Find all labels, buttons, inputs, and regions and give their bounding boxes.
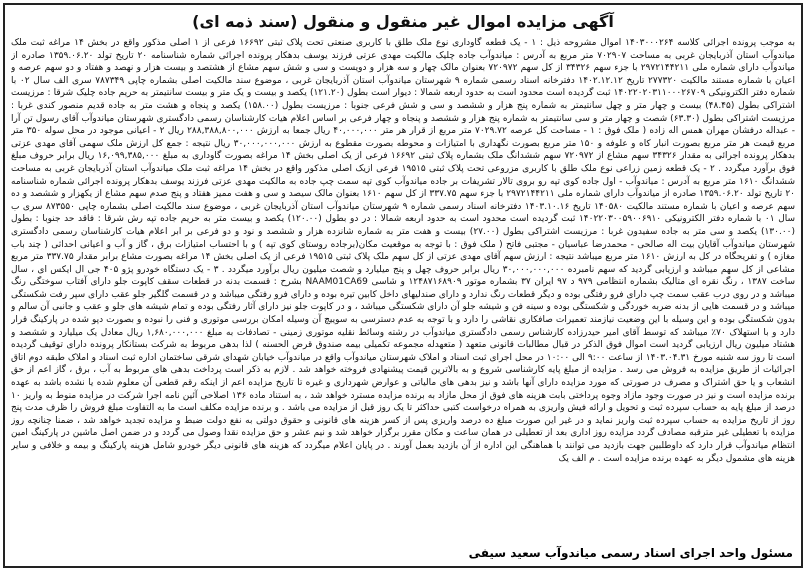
auction-notice	[3, 3, 803, 568]
notice-signature: مسئول واحد اجرای اسناد رسمی میاندوآب سعید سیفی	[468, 546, 793, 560]
notice-title: آگهی مزایده اموال غیر منقول و منقول (سند ذمه ای)	[192, 12, 614, 31]
notice-body	[11, 37, 795, 541]
notice-paragraph: به موجب پرونده اجرائی کلاسه ۱۴۰۳۰۰۰۲۶۴ اموال مشروحه ذیل : ۱ - یک قطعه گاوداری نوع ملک طلق با کاربری صنعتی تحت پلاک ثبتی ۱۶۶۹۲ فرعی از ۱ اصلی مذکور واقع در بخش ۱۴ مراغه ثبت ملک میاندوآب استان آذربایجان غربی به مساحت ۷۰۲۹۰۷ متر مربع به آدرس : میاندوآب جاده چلیک مالکیت مهدی عزتی فرزند یوسف بدهکار پرونده اجرائی شماره شناسنامه ۲۰ تاریخ تولد ۱۳۵۹.۰۶.۲۰ صادره از میاندوآب دارای شماره ملی ۲۹۷۲۱۴۴۲۱۱ با جزء سهم ۳۴۳۲۶ از کل سهم ۷۲۰۹۷۲ بعنوان مالک چهار و سه هزار و دویست و سی و شش سهم مشاع از هشتصد و بیست هزار و نهصد و هفتاد و دو سهم عرصه و اعیان با شماره مستند مالکیت ۲۷۷۳۲۰ تاریخ ۱۴۰۲.۱۲.۱۲ دفترخانه اسناد رسمی شماره ۹ شهرستان میاندوآب استان آذربایجان غربی ، موضوع سند مالکیت اصلی بشماره چاپی ۷۸۷۳۴۹ سری الف سال ۰۲ با شماره دفتر الکترونیکی ۱۴۰۲۲۰۲۰۳۱۱۰۰۰۲۶۷۰۹ ثبت گردیده است محدود است به حدود اربعه شمالا : دیوار است بطول (۱۲۱.۲۰) یکصد و بیست و یک متر و بیست سانتیمتر به حریم جاده چلیک شرقا : مرزیست اشتراکی بطول (۴۸.۴۵) بیست و چهار متر و چهل سانتیمتر به شماره پنج هزار و ششصد و سی و شش فرعی جنوبا : مرزیست بطول (۱۵۸.۰۰) یکصد و پنجاه و هشت متر به جاده قدیم منصور کندی غربا : مرزیست اشتراکی بطول (۶۳.۳۰) شصت و چهار متر و سی سانتیمتر به شماره پنج هزار و ششصد و پنجاه و چهار فرعی بر اساس اعلام هیات کارشناسان رسمی دادگستری شهرستان میاندوآب آقای رسول تن آرا - عبداله درفشان مهران همس اله زاده ( ملک فوق : ۱ - مساحت کل عرصه ۷۰۲۹.۷۲ متر مربع از قرار هر متر ۴۰,۰۰۰,۰۰۰ ریال جمعا به ارزش ۲۸۸,۳۸۸,۸۰۰,۰۰۰ ریال ۲ - اعیانی موجود در محل سوله ۳۵۰ متر مربع قیمت هر متر مربع بصورت انبار کاه و علوفه و ۱۵۰ متر مربع بصورت نگهداری با امتیازات و محوطه بصورت مقطوع به ارزش ۳۰,۰۰۰,۰۰۰,۰۰۰ ریال نتیجه : جمع کل ارزش ملک سهمی آقای مهدی عزتی بدهکار پرونده اجرائی به مقدار ۳۴۳۲۶ سهم مشاع از ۷۲۰۹۷۲ سهم ششدانگ ملک بشماره پلاک ثبتی ۱۶۶۹۲ فرعی از یک اصلی بخش ۱۴ مراغه بصورت گاوداری به مبلغ ۱۶,۰۹۹,۳۸۵,۰۰۰ ریال برابر حروف مبلغ فوق برآورد میگردد . ۲ - یک قطعه زمین زراعی نوع ملک طلق با کاربری مزروعی تحت پلاک ثبتی ۱۹۵۱۵ فرعی ازیک اصلی مذکور واقع در بخش ۱۴ مراغه ثبت ملک میاندوآب استان آذربایجان غربی به مساحت ششدانگ ۱۶۱۰ متر مربع به آدرس : میاندوآب - اول جاده کوی تپه رو بروی تالار تشریفات بر جاده میاندوآب کوی تپه سمت چپ جاده به مالکیت مهدی عزتی فرزند یوسف بدهکار پرونده اجرائی شماره شناسنامه ۲۰ تاریخ تولد ۱۳۵۹.۰۶.۲۰ صادره از میاندوآب دارای شماره ملی ۲۹۷۲۱۴۴۲۱۱ با جزء سهم ۳۳۷.۷۵ از کل سهم ۱۶۱۰ بعنوان مالک سیصد و سی و هفت ممیز هفتاد و پنج صدم سهم مشاع از یکهزار و ششصد و ده سهم عرصه و اعیان با شماره مستند مالکیت ۱۴۰۵۸۰ تاریخ ۱۴۰۳.۱۰.۱۶ دفترخانه اسناد رسمی شماره ۹ شهرستان میاندوآب استان آذربایجان غربی ، موضوع سند مالکیت اصلی بشماره چاپی ۸۷۳۵۵۰ سری ب سال ۰۱ با شماره دفتر الکترونیکی ۱۴۰۲۲۰۳۰۰۵۹۰۰۶۹۱۰ ثبت گردیده است محدود است به حدود اربعه شمالا : در دو بطول (۱۲۰.۰۰) یکصد و بیست متر به حریم جاده تپه رش شرقا : فاقد حد جنوبا : بطول (۱۳۰.۰۰) یکصد و سی متر به جاده سفیدون غربا : مرزیست اشتراکی بطول (۲۷.۰۰) بیست و هفت متر به شماره شانزده هزار و ششصد و نود و دو فرعی بر ابر اعلام هیات کارشناسان رسمی دادگستری شهرستان میاندوآب آقایان بیت اله صالحی - محمدرضا عباسیان - مجتبی فاتح ( ملک فوق : با توجه به موقعیت مکان(برجاده روستای کوی تپه ) و با احتساب امتیازات برق ، گاز و آب و اعیانی احداثی ( چند باب مغازه ) و تفریحگاه در کل به ارزش ۱۶۱۰ متر مربع میباشد نتیجه : ارزش سهم آقای مهدی عزتی از کل سهم ملک پلاک ثبتی ۱۹۵۱۵ فرعی از یک اصلی بخش ۱۴ مراغه بصورت مشاع برابر مقدار ۳۳۷.۷۵ متر مربع مشاعی از کل سهم میباشد و ارزیابی گردید که سهم نامبرده ۳۰,۰۰۰,۰۰۰,۰۰۰ ریال برابر حروف چهل و پنج میلیارد و شصت میلیون ریال برآورد میگردد . ۳ - یک دستگاه خودرو پژو ۴۰۵ جی ال ایکس ای ، سال ساخت ۱۳۸۷ ، رنگ نقره ای متالیک بشماره انتظامی ۹۷۹ د ۹۷ ایران ۳۷ بشماره موتور ۱۲۴۸۷۱۶۸۹۰۹ و شاسی NAAM01CA69 بشرح : قسمت بدنه در قطعات سقف کاپوت جلو دارای آفتاب سوختگی رنگ میباشد و در روی درب عقب سمت چپ دارای فرو رفتگی بوده و دیگر قطعات رنگ ندارد و دارای صندلیهای داخل کابین تیره بوده و دارای فرو رفتگی میباشد و در قسمت گلگیر جلو عقب دارای سپر رفت شکستگی میباشد و در قسمت هایی از بدنه ضربه خوردگی و شکستگی بوده و سینه فن و شیشه جلو آن دارای شکستگی میباشد ، و در کاپوت جلو نیز دارای آثار رفتگی بوده و تمام شیشه های جلو و عقب و جانبی آن سالم و بدون شکستگی بوده و این وسیله با این وضعیت نیازمند تعمیرات صافکاری نقاشی را دارد و با توجه به عدم دسترسی به سوییچ آن وسیله امکان بررسی موتوری و فنی را نبوده و بصورت دپو شده در پارکینگ قرار دارد و با استهلاک ۷۰٪ میباشد که توسط آقای امیر حیدرزاده کارشناس رسمی دادگستری میاندوآب در رشته وسائط نقلیه موتوری زمینی - تصادفات به مبلغ ۱,۶۸۰,۰۰۰,۰۰۰ ریال معادل یک میلیارد و ششصد و هشتاد میلیون ریال ارزیابی گردید است اموال فوق الذکر در قبال مطالبات قانونی متعهد ( متعهدله مجموعه تکمیلی بیمه صندوق قرض الحسنه ) لذا بدهی مربوط به شرکت بستانکار پرونده دارای توقیف گردیده است تا روز سه شنبه مورخ ۱۴۰۳.۰۴.۳۱ از ساعت ۹:۰۰ الی ۱۰:۰۰ در محل اجرای ثبت اسناد و املاک شهرستان میاندوآب واقع در میاندوآب خیابان شهدای شرقی ساختمان اداره ثبت اسناد و املاک طبقه دوم اتاق اجرائیات از طریق مزایده به فروش می رسد . مزایده از مبلغ پایه کارشناسی شروع و به بالاترین قیمت پیشنهادی فروخته خواهد شد . لازم به ذکر است پرداخت بدهی های مربوط به آب ، برق ، گاز اعم از حق انشعاب و یا حق اشتراک و مصرف در صورتی که مورد مزایده دارای آنها باشد و نیز بدهی های مالیاتی و عوارض شهرداری و غیره تا تاریخ مزایده اعم از اینکه رقم قطعی آن معلوم شده یا نشده باشد به عهده برنده مزایده است و نیز در صورت وجود مازاد وجوه پرداختی بابت هزینه های فوق از محل مازاد به برنده مزایده مسترد خواهد شد ، به استناد ماده ۱۳۶ اصلاحی آئین نامه اجرا شرکت در مزایده منوط به واریز ۱۰ درصد از مبلغ پایه به حساب سپرده ثبت و تحویل و ارائه فیش واریزی به همراه درخواست کتبی حداکثر تا یک روز قبل از مزایده می باشد . و برنده مزایده مکلف است ما به التفاوت مبلغ فروش را ظرف مدت پنج روز از تاریخ مزایده به حساب سپرده ثبت واریز نماید و در غیر این صورت مبلغ ده درصد واریزی پس از کسر هزینه های قانونی و حقوق دولتی به نفع دولت ضبط و مزایده تجدید خواهد شد ، ضمنا چنانچه روز مزایده با تعطیلی غیر مترقبه مصادف گردد مزایده روز اداری بعد از تعطیلی در همان ساعت و مکان مقرر برگزار خواهد شد و نیم عشر و حق مزایده نقدا وصول می گردد و در ضمن اصل ماشین در پارکینگ امین انتظام میاندوآب قرار دارد که داوطلبین جهت بازدید می توانند با هماهنگی این اداره از آن بازدید بعمل آورند . در پایان اعلام میگردد که هزینه های قانونی دیگر خودرو شامل هزینه پارکینگ و بیمه و خلافی و سایر هزینه های مشمول دیگر به عهده برنده مزایده است . م الف یک	[11, 38, 795, 464]
